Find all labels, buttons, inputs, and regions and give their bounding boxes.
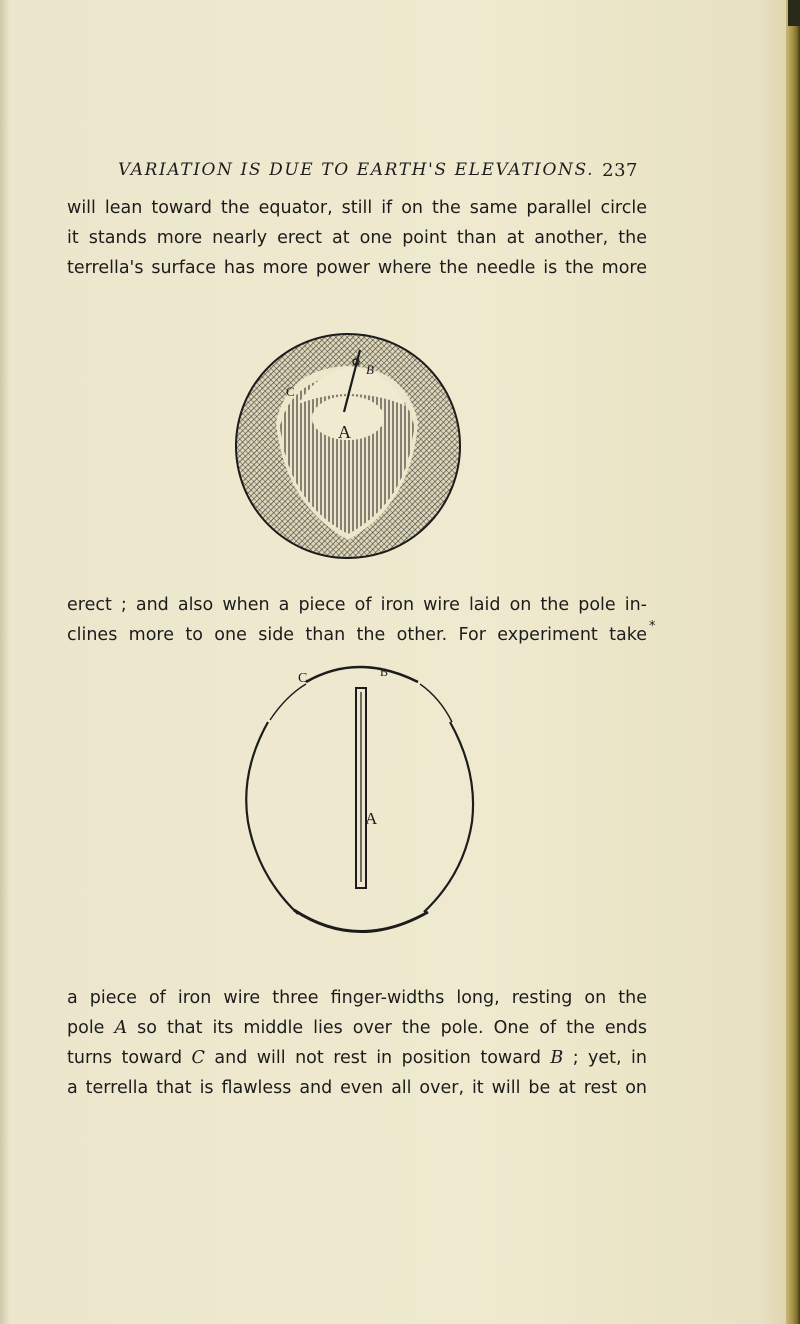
running-head-title: VARIATION IS DUE TO EARTH'S ELEVATIONS.: [118, 160, 595, 180]
text-line: terrella's surface has more power where the needle is the more: [67, 258, 647, 278]
text-line: clines more to one side than the other. For experiment take: [67, 625, 647, 645]
terrella-figure-1: [228, 326, 468, 566]
figure-label-a: A: [338, 422, 351, 442]
text-line: it stands more nearly erect at one point than at another, the: [67, 228, 647, 248]
text-line: [67, 1043, 647, 1073]
terrella-figure-2: [228, 652, 490, 952]
figure-label-c: C: [298, 671, 308, 686]
sphere-shading: [236, 334, 460, 558]
text-run: so that its middle lies over the pole. One of the ends: [127, 1018, 647, 1038]
text-run: ; yet, in: [563, 1048, 647, 1068]
figure-label-b: B: [366, 362, 374, 377]
page-number: 237: [602, 160, 638, 181]
figure-label-b: B: [380, 665, 389, 679]
text-run-italic: A: [114, 1018, 128, 1038]
book-corner: [788, 0, 800, 26]
text-run: turns toward: [67, 1048, 192, 1068]
iron-wire: [356, 688, 366, 888]
paragraph-1: [67, 193, 647, 283]
page-gutter-shadow: [0, 0, 10, 1324]
running-head: [118, 160, 638, 181]
paragraph-2: [67, 590, 647, 650]
text-run: and will not rest in position toward: [204, 1048, 551, 1068]
text-run-italic: C: [191, 1048, 205, 1068]
text-run: pole: [67, 1018, 115, 1038]
sphere-outline: [246, 667, 473, 932]
paragraph-3: [67, 983, 647, 1103]
figure-label-a: A: [365, 809, 378, 828]
text-line: will lean toward the equator, still if on the same parallel circle: [67, 198, 647, 218]
text-line: erect ; and also when a piece of iron wire laid on the pole in-: [67, 595, 647, 615]
text-line: a terrella that is flawless and even all over, it will be at rest on: [67, 1078, 647, 1098]
text-line: [67, 1013, 647, 1043]
book-edge: [786, 0, 800, 1324]
figure-label-c: C: [286, 384, 295, 399]
footnote-asterisk: *: [649, 619, 656, 634]
text-line: a piece of iron wire three finger-widths long, resting on the: [67, 988, 647, 1008]
text-run-italic: B: [550, 1048, 564, 1068]
